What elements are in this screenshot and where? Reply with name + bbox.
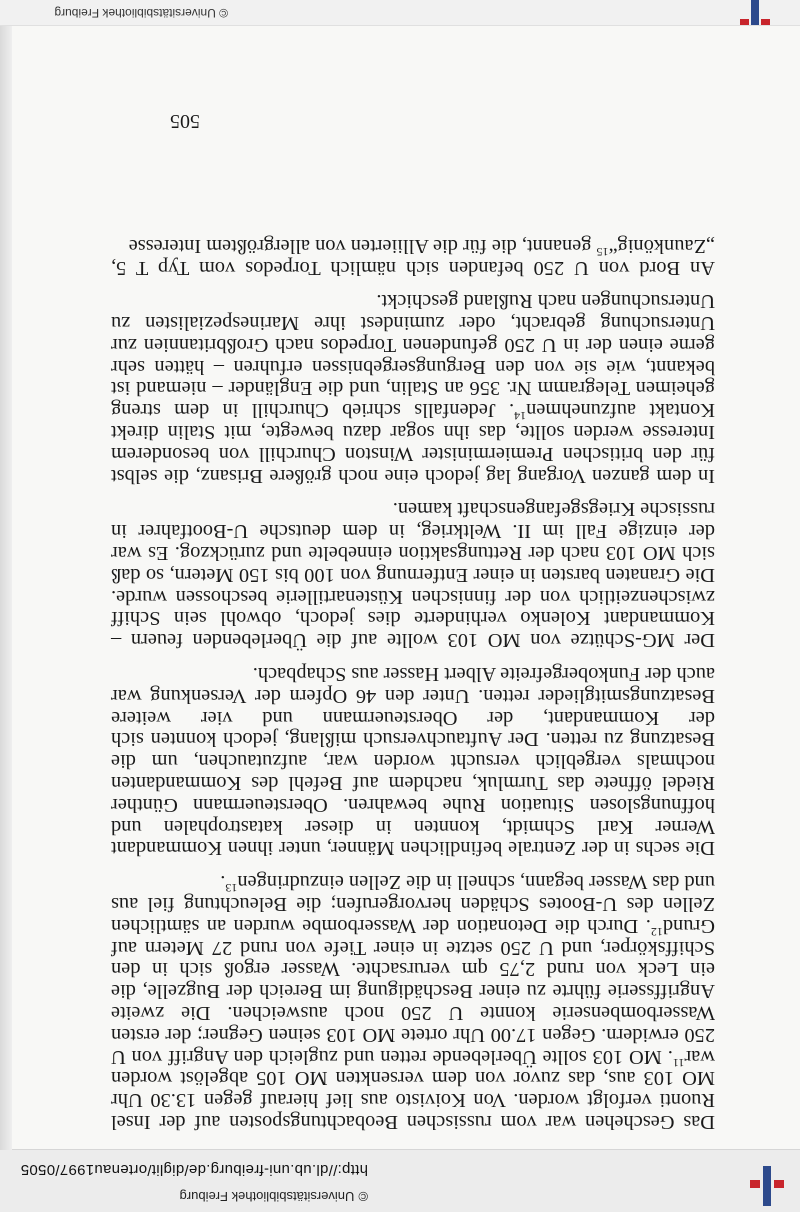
text-run: An Bord von U 250 befanden sich nämlich Torpedos vom Typ T 5, „Zaunkönig“ [111,234,715,279]
library-logo-icon [748,1158,784,1206]
text-run: . Jedenfalls schrieb Churchill in dem streng geheimen Telegramm Nr. 356 an Stalin, und die Engländer – niemand ist bekannt, wie sie von den Bergungsergebnissen erfuhren – hätten sehr gerne einen der in U 250 gefundenen Torpedos nach Großbritannien zur Untersuchung gebracht, oder zumindest ihre Marinespezialisten zu Untersuchungen nach Rußland geschickt. [111,290,715,422]
text-run: In dem ganzen Vorgang lag jedoch eine noch größere Brisanz, die selbst für den britischen Premierminister Winston Churchill von besonderem Interesse werden sollte, das ihn sogar dazu bewegte, mit Stalin direkt Kontakt aufzunehmen [111,399,715,487]
paragraph [111,234,715,278]
body-text [111,234,715,1132]
paragraph [111,290,715,486]
viewer-header [0,1149,800,1212]
paragraph [111,662,715,858]
footnote-ref: 14 [514,409,527,424]
text-run: Die sechs in der Zentrale befindlichen Männer, unter ihnen Kommandant Werner Karl Schmidt, konnten in dieser katastrophalen und hoffnungslosen Situation Ruhe bewahren. Obersteuermann Günther Riedel öffnete das Turmluk, nachdem auf Befehl des Kommandanten nochmals vergeblich versucht worden war, aufzutauchen, um die Besatzung zu retten. Der Auftauchversuch mißlang, jedoch konnten sich der Kommandant, der Obersteuermann und vier weitere Besatzungsmitglieder retten. Unter den 46 Opfern der Versenkung war auch der Funkobergefreite Albert Hasser aus Schapbach. [111,663,715,860]
paragraph [111,870,715,1132]
text-run: genannt, die für die Alliierten von allergrößtem Interesse [128,234,597,257]
library-credit: ©Universitätsbibliothek Freiburg [179,1189,368,1204]
text-run: . Durch die Detonation der Wasserbombe wurden an sämtlichen Zellen des U-Bootes Schäden hervorgerufen; die Beleuchtung fiel aus und das Wasser begann, schnell in die Zellen einzudringen [111,871,715,937]
page-edge-shadow [0,26,12,1150]
copyright-icon: © [358,1189,368,1204]
footer-library-credit: © Universitätsbibliothek Freiburg [54,6,228,20]
page-number: 505 [170,110,200,132]
footnote-ref: 11 [672,1055,685,1070]
text-run: Das Geschehen war vom russischen Beobachtungsposten auf der Insel Ruonti verfolgt worden. Von Koivisto aus lief hierauf gegen 13.30 Uhr MO 103 aus, das zuvor von dem versenkten MO 105 abgelöst worden war [111,1045,715,1133]
viewer-footer [0,0,800,26]
text-run: . MO 103 sollte Überlebende retten und zugleich den Angriff von U 250 erwidern. Gegen 17.00 Uhr ortete MO 103 seinen Gegner; der ersten Wasserbombenserie konnte U 250 noch ausweichen. Die zweite Angriffsserie führte zu einer Beschädigung im Bereich der Bugzelle, die ein Leck von rund 2,75 qm verursachte. Wasser ergoß sich in den Schiffskörper, und U 250 setzte in einer Tiefe von rund 27 Metern auf Grund [111,914,715,1068]
text-run: . [220,871,226,894]
paragraph [111,498,715,651]
permalink-url[interactable]: http://dl.ub.uni-freiburg.de/diglit/ortenau1997/0505 [20,1161,368,1178]
footer-logo-icon [740,0,770,25]
copyright-icon: © [215,6,228,20]
footnote-ref: 15 [596,244,609,259]
footnote-ref: 12 [650,924,663,939]
text-run: Der MG-Schütze von MO 103 wollte auf die Überlebenden feuern – Kommandant Kolenko verhinderte dies jedoch, obwohl sein Schiff zwischenzeitlich von der finnischen Küstenartillerie beschossen wurde. Die Granaten barsten in einer Entfernung von 100 bis 150 Metern, so daß sich MO 103 nach der Rettungsaktion einnebelte und zurückzog. Es war der einzige Fall im II. Weltkrieg, in dem deutsche U-Bootfahrer in russische Kriegsgefangenschaft kamen. [111,498,715,652]
footnote-ref: 13 [225,881,238,896]
